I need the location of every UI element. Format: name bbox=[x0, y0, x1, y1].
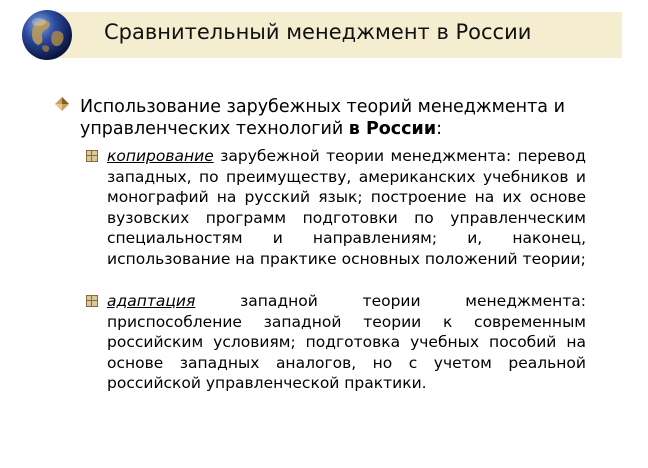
term-adaptation: адаптация bbox=[107, 292, 196, 310]
main-point-text: Использование зарубежных теорий менеджмента и управленческих технологий bbox=[80, 97, 565, 139]
term-copying: копирование bbox=[107, 147, 214, 165]
subpoint-adaptation-text: западной теории менеджмента: приспособление западной теории к современным российским условиям; подготовка учебных пособий на основе западных аналогов, но с учетом реальной российской управленческой практики. bbox=[107, 292, 586, 392]
main-point bbox=[80, 96, 600, 140]
slide-title: Сравнительный менеджмент в России bbox=[104, 20, 532, 44]
main-point-bold: в России bbox=[348, 119, 437, 139]
square-bullet-icon bbox=[86, 150, 98, 162]
subpoint-copying bbox=[86, 146, 586, 269]
subpoint-adaptation bbox=[86, 291, 586, 394]
subpoint-copying-text: зарубежной теории менеджмента: перевод западных, по преимуществу, американских учебников и монографий на русский язык; построение на их основе вузовских программ подготовки по управленческим специальностям и направлениям; и, наконец, использование на практике основных положений теории; bbox=[107, 147, 586, 268]
square-bullet-icon bbox=[86, 295, 98, 307]
globe-icon bbox=[20, 8, 74, 62]
title-band bbox=[50, 12, 622, 58]
main-point-colon: : bbox=[436, 119, 442, 139]
diamond-bullet-icon bbox=[55, 97, 69, 111]
